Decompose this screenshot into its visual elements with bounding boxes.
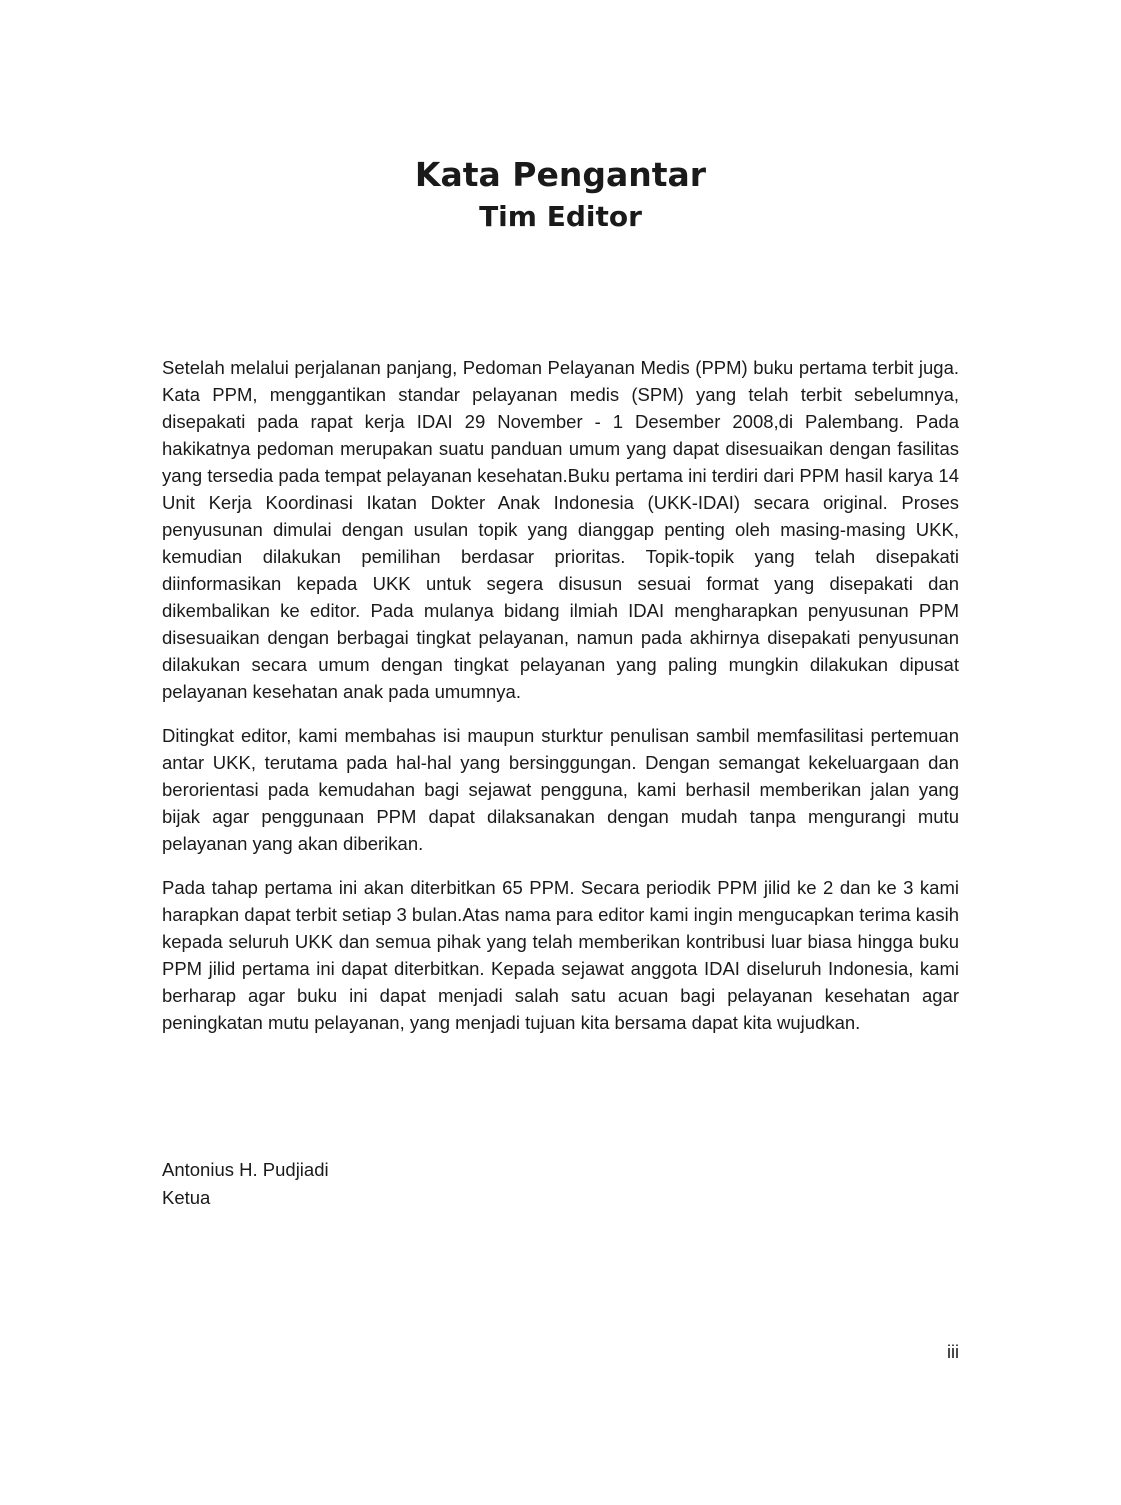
paragraph-1: Setelah melalui perjalanan panjang, Pedoman Pelayanan Medis (PPM) buku pertama terbit juga. Kata PPM, menggantikan standar pelayanan medis (SPM) yang telah terbit sebelumnya, disepakati pada rapat kerja IDAI 29 November - 1 Desember 2008,di Palembang. Pada hakikatnya pedoman merupakan suatu panduan umum yang dapat disesuaikan dengan fasilitas yang tersedia pada tempat pelayanan kesehatan.Buku pertama ini terdiri dari PPM hasil karya 14 Unit Kerja Koordinasi Ikatan Dokter Anak Indonesia (UKK-IDAI) secara original. Proses penyusunan dimulai dengan usulan topik yang dianggap penting oleh masing-masing UKK, kemudian dilakukan pemilihan berdasar prioritas. Topik-topik yang telah disepakati diinformasikan kepada UKK untuk segera disusun sesuai format yang disepakati dan dikembalikan ke editor. Pada mulanya bidang ilmiah IDAI mengharapkan penyusunan PPM disesuaikan dengan berbagai tingkat pelayanan, namun pada akhirnya disepakati penyusunan dilakukan secara umum dengan tingkat pelayanan yang paling mungkin dilakukan dipusat pelayanan kesehatan anak pada umumnya. [162, 357, 959, 702]
signer-role: Ketua [162, 1187, 211, 1208]
paragraph-2: Ditingkat editor, kami membahas isi maupun sturktur penulisan sambil memfasilitasi pertemuan antar UKK, terutama pada hal-hal yang bersinggungan. Dengan semangat kekeluargaan dan berorientasi pada kemudahan bagi sejawat pengguna, kami berhasil memberikan jalan yang bijak agar penggunaan PPM dapat dilaksanakan dengan mudah tanpa mengurangi mutu pelayanan yang akan diberikan. [162, 725, 959, 854]
body-text [162, 354, 959, 1053]
page-number: iii [947, 1342, 959, 1362]
page-subtitle: Tim Editor [479, 200, 642, 233]
signer-name: Antonius H. Pudjiadi [162, 1159, 329, 1180]
page-title: Kata Pengantar [414, 155, 707, 194]
paragraph-3: Pada tahap pertama ini akan diterbitkan 65 PPM. Secara periodik PPM jilid ke 2 dan ke 3 kami harapkan dapat terbit setiap 3 bulan.Atas nama para editor kami ingin mengucapkan terima kasih kepada seluruh UKK dan semua pihak yang telah memberikan kontribusi luar biasa hingga buku PPM jilid pertama ini dapat diterbitkan. Kepada sejawat anggota IDAI diseluruh Indonesia, kami berharap agar buku ini dapat menjadi salah satu acuan bagi pelayanan kesehatan agar peningkatan mutu pelayanan, yang menjadi tujuan kita bersama dapat kita wujudkan. [162, 877, 959, 1033]
